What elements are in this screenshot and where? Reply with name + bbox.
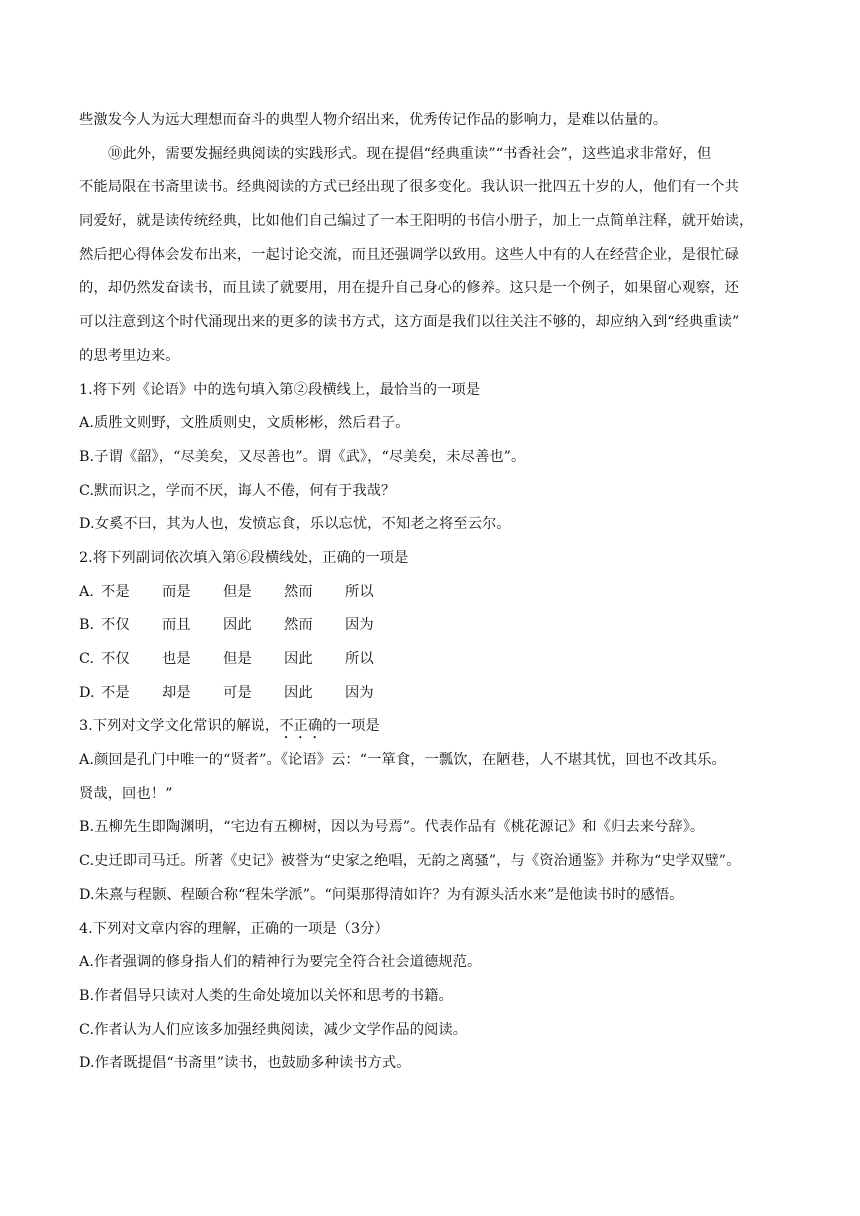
option-word: 不是: [101, 583, 130, 600]
question-stem: [79, 710, 786, 744]
option-d: D.朱熹与程颢、程颐合称“程朱学派”。“问渠那得清如许？为有源头活水来”是他读书时的感悟。: [79, 886, 684, 903]
option-word: 可是: [223, 684, 252, 701]
option-word: 所以: [345, 651, 374, 667]
option-c: C.作者认为人们应该多加强经典阅读，减少文学作品的阅读。: [79, 1021, 468, 1038]
option-letter: D.: [79, 684, 95, 701]
option-c: [79, 643, 786, 677]
option-letter: A.: [79, 583, 94, 600]
paragraph-line: 可以注意到这个时代涌现出来的更多的读书方式，这方面是我们以往关注不够的，却应纳入到“经典重读”: [79, 314, 740, 331]
option-b: B.子谓《韶》，“尽美矣，又尽善也”。谓《武》，“尽美矣，未尽善也”。: [79, 448, 526, 465]
option-a-continued: 贤哉，回也！”: [79, 785, 173, 802]
stem-text: 的一项是: [322, 718, 380, 735]
option-word: 而是: [162, 583, 191, 600]
option-word: 然而: [284, 583, 313, 600]
option-a: A.作者强调的修身指人们的精神行为要完全符合社会道德规范。: [79, 954, 482, 971]
option-b: B.五柳先生即陶渊明，“宅边有五柳树，因以为号焉”。代表作品有《桃花源记》和《归去来兮辞》。: [79, 819, 705, 836]
option-letter: B.: [79, 617, 95, 634]
option-b: B.作者倡导只读对人类的生命处境加以关怀和思考的书籍。: [79, 987, 453, 1004]
option-d: D.女奚不曰，其为人也，发愤忘食，乐以忘忧，不知老之将至云尔。: [79, 516, 511, 533]
emphasized-text: 不正确: [279, 718, 323, 735]
option-word: 却是: [162, 684, 191, 701]
option-word: 所以: [345, 583, 374, 600]
paragraph-continuation: 些激发今人为远大理想而奋斗的典型人物介绍出来，优秀传记作品的影响力，是难以估量的。: [79, 112, 668, 128]
paragraph-line: 不能局限在书斋里读书。经典阅读的方式已经出现了很多变化。我认识一批四五十岁的人，他们有一个共: [79, 179, 739, 196]
option-word: 因此: [284, 651, 313, 667]
option-word: 不仅: [101, 651, 130, 667]
paragraph-10: [79, 138, 786, 374]
question-2: [79, 542, 786, 710]
question-4: [79, 913, 786, 1081]
document-body: [79, 104, 786, 1081]
option-d: D.作者既提倡“书斋里”读书，也鼓励多种读书方式。: [79, 1055, 411, 1072]
option-word: 因为: [345, 617, 374, 634]
paragraph-line: 的思考里边来。: [79, 347, 180, 364]
stem-text: 3.下列对文学文化常识的解说，: [79, 718, 280, 735]
question-3: [79, 710, 786, 912]
question-stem: 4.下列对文章内容的理解，正确的一项是（3分）: [79, 920, 389, 937]
paragraph-line: 的，却仍然发奋读书，而且读了就要用，用在提升自己身心的修养。这只是一个例子，如果留心观察，还: [79, 280, 739, 297]
option-a: A.颜回是孔门中唯一的“贤者”。《论语》云：“一箪食，一瓢饮，在陋巷，人不堪其忧，回也不改其乐。: [79, 752, 726, 769]
option-word: 但是: [223, 583, 252, 600]
question-stem: 2.将下列副词依次填入第⑥段横线处，正确的一项是: [79, 549, 409, 566]
option-a: [79, 576, 786, 610]
option-word: 而且: [162, 617, 191, 634]
option-word: 因为: [345, 684, 374, 701]
question-stem: 1.将下列《论语》中的选句填入第②段横线上，最恰当的一项是: [79, 381, 481, 398]
option-word: 然而: [284, 617, 313, 634]
option-word: 不是: [101, 684, 130, 701]
option-d: [79, 677, 786, 711]
paragraph-line: 同爱好，就是读传统经典，比如他们自己编过了一本王阳明的书信小册子，加上一点简单注释，就开始读，: [79, 213, 754, 230]
option-word: 因此: [223, 617, 252, 634]
paragraph-line: ⑩此外，需要发掘经典阅读的实践形式。现在提倡“经典重读”“书香社会”，这些追求非常好，但: [108, 145, 712, 162]
option-c: C.默而识之，学而不厌，诲人不倦，何有于我哉？: [79, 482, 396, 499]
option-letter: C.: [79, 651, 95, 667]
option-a: A.质胜文则野，文胜质则史，文质彬彬，然后君子。: [79, 415, 410, 432]
option-c: C.史迁即司马迁。所著《史记》被誉为“史家之绝唱，无韵之离骚”，与《资治通鉴》并称为“史学双璧”。: [79, 853, 741, 870]
option-word: 也是: [162, 651, 191, 667]
paragraph-line: 然后把心得体会发布出来，一起讨论交流，而且还强调学以致用。这些人中有的人在经营企业，是很忙碌: [79, 246, 739, 263]
option-word: 不仅: [101, 617, 130, 634]
question-1: [79, 374, 786, 542]
option-word: 但是: [223, 651, 252, 667]
option-word: 因此: [284, 684, 313, 701]
option-b: [79, 609, 786, 643]
